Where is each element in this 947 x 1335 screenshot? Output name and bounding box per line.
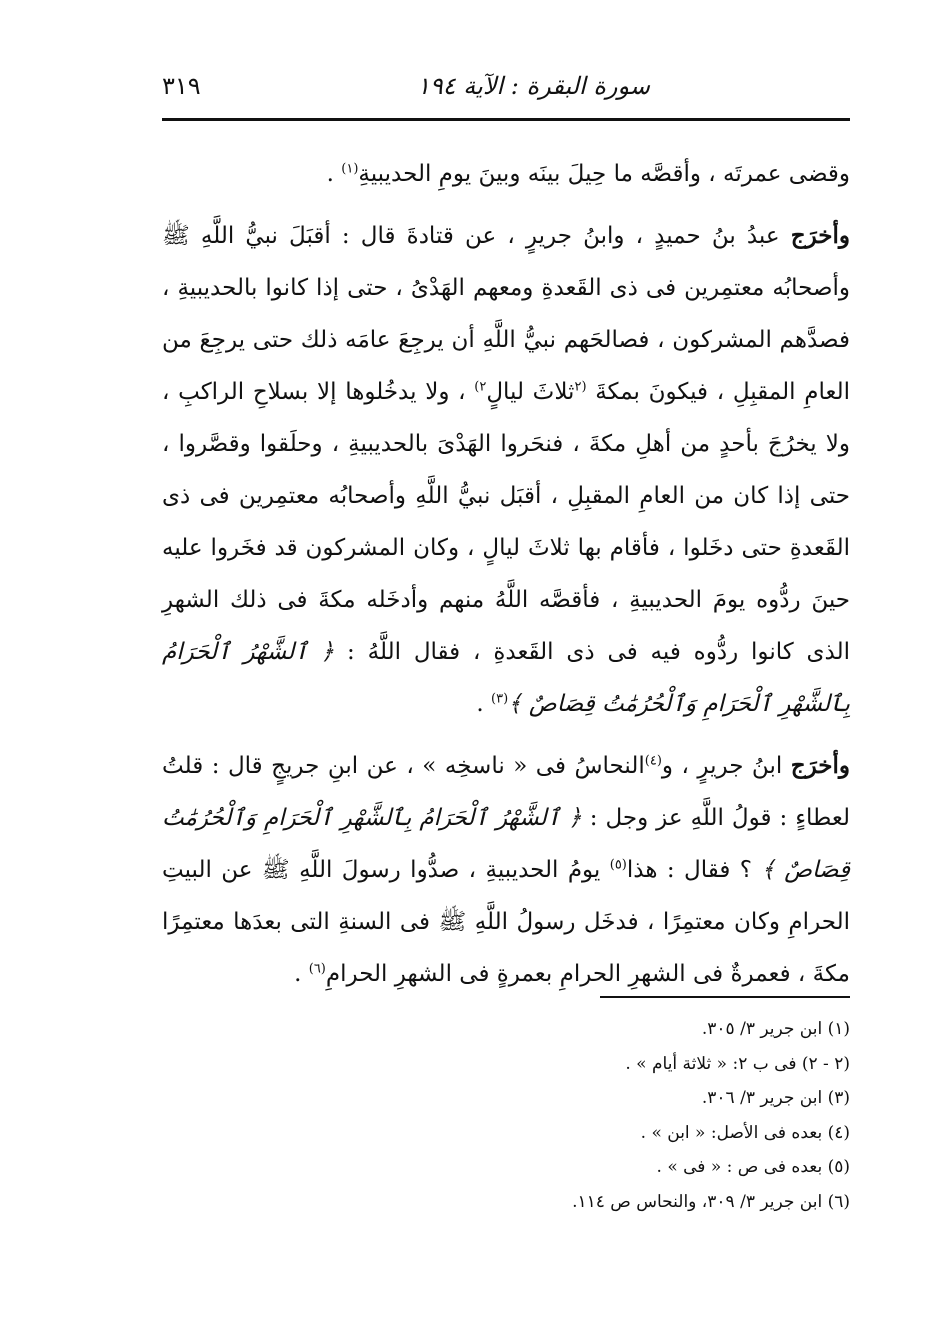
footnote-1: (١) ابن جرير ٣/ ٣٠٥. xyxy=(701,1019,850,1039)
paragraph-3-text-2: النحاسُ فى « ناسخِه » ، عن ابنِ جريجٍ قال : قلتُ لعطاءٍ : قولُ اللَّهِ عز وجل : xyxy=(162,753,851,831)
paragraph-3-text: ابنُ جريرٍ ، و xyxy=(661,753,791,779)
footnote-ref-2-close: ٢) xyxy=(474,379,487,395)
footnote-ref-1: (١) xyxy=(341,161,359,177)
quran-verse-2: ﴿ ٱلشَّهْرُ ٱلْحَرَامُ بِٱلشَّهْرِ ٱلْحَرَامِ وَٱلْحُرُمَٰتُ قِصَاصٌ ﴾ xyxy=(162,805,850,883)
footnote-rule xyxy=(600,996,850,998)
footnote-2: (٢ - ٢) فى ب ٢: « ثلاثة أيام » . xyxy=(625,1053,850,1074)
footnote-ref-4: (٤) xyxy=(644,753,662,769)
paragraph-3-end: . xyxy=(294,961,309,987)
header-rule xyxy=(162,118,850,121)
quran-verse: ﴿ ٱلشَّهْرُ ٱلْحَرَامُ بِٱلشَّهْرِ ٱلْحَرَامِ وَٱلْحُرُمَٰتُ قِصَاصٌ ﴾ xyxy=(162,639,850,717)
paragraph-1-end: . xyxy=(326,161,342,187)
main-text xyxy=(162,148,850,1010)
footnote-6: (٦) ابن جرير ٣/ ٣٠٩، والنحاس ص ١١٤. xyxy=(572,1191,850,1212)
paragraph-2 xyxy=(162,210,850,730)
paragraph-2-end: . xyxy=(476,691,491,717)
paragraph-2-variant: ثلاثَ ليالٍ xyxy=(486,379,575,405)
paragraph-3 xyxy=(162,740,850,1000)
footnote-3: (٣) ابن جرير ٣/ ٣٠٦. xyxy=(701,1088,850,1108)
footnote-ref-3: (٣) xyxy=(491,691,509,707)
page-number: ٣١٩ xyxy=(162,72,201,100)
paragraph-3-verb: وأخرَج xyxy=(790,752,851,779)
footnote-5: (٥) بعده فى ص : « فى » . xyxy=(656,1157,850,1177)
footnote-4: (٤) بعده فى الأصل: « ابن » . xyxy=(640,1122,850,1143)
paragraph-2-text-2: ، ولا يدخُلوها إلا بسلاحِ الراكبِ ، ولا يخرُجَ بأحدٍ من أهلِ مكةَ ، فنحَروا الهَدْىَ بالحديبيةِ ، وحلَقوا وقصَّروا ، حتى إذا كان من العامِ المقبِلِ ، أقبَل نبيُّ اللَّهِ وأصحابُه معتمِرين فى ذى القَعدةِ حتى دخَلوا ، فأقام بها ثلاثَ ليالٍ ، وكان المشركون قد فخَروا عليه حينَ ردُّوه يومَ الحديبيةِ ، فأقصَّه اللَّهُ منهم وأدخَله مكةَ فى ذلك الشهرِ الذى كانوا ردُّوه فيه فى ذى القَعدةِ ، فقال اللَّهُ : xyxy=(162,379,851,665)
page-header xyxy=(162,72,850,112)
footnote-ref-5: (٥) xyxy=(609,857,627,873)
paragraph-3-text-3: ؟ فقال : هذا xyxy=(626,857,762,883)
paragraph-2-text: عبدُ بنُ حميدٍ ، وابنُ جريرٍ ، عن قتادةَ قال : أقبَلَ نبيُّ اللَّهِ ﷺ وأصحابُه معتمِرين فى ذى القَعدةِ ومعهم الهَدْىُ ، حتى إذا كانوا بالحديبيةِ ، فصدَّهم المشركون ، فصالحَهم نبيُّ اللَّهِ أن يرجِعَ عامَه ذلك حتى يرجِعَ من العامِ المقبِلِ ، فيكونَ بمكةَ xyxy=(162,223,850,405)
paragraph-3-text-4: يومُ الحديبيةِ ، صدُّوا رسولَ اللَّهِ ﷺ عن البيتِ الحرامِ وكان معتمِرًا ، فدخَل رسولُ اللَّهِ ﷺ فى السنةِ التى بعدَها معتمِرًا مكةَ ، فعمرةٌ فى الشهرِ الحرامِ بعمرةٍ فى الشهرِ الحرامِ xyxy=(162,857,850,987)
running-title: سورة البقرة : الآية ١٩٤ xyxy=(416,72,650,100)
footnote-ref-6: (٦) xyxy=(308,961,326,977)
footnotes xyxy=(162,1012,850,1219)
footnote-ref-2-open: (٢ xyxy=(574,379,587,395)
paragraph-2-verb: وأخرَج xyxy=(790,222,851,249)
paragraph-1-text: وقضى عمرتَه ، وأقصَّه ما حِيلَ بينَه وبينَ يومِ الحديبيةِ xyxy=(358,161,850,187)
paragraph-1 xyxy=(162,148,850,200)
